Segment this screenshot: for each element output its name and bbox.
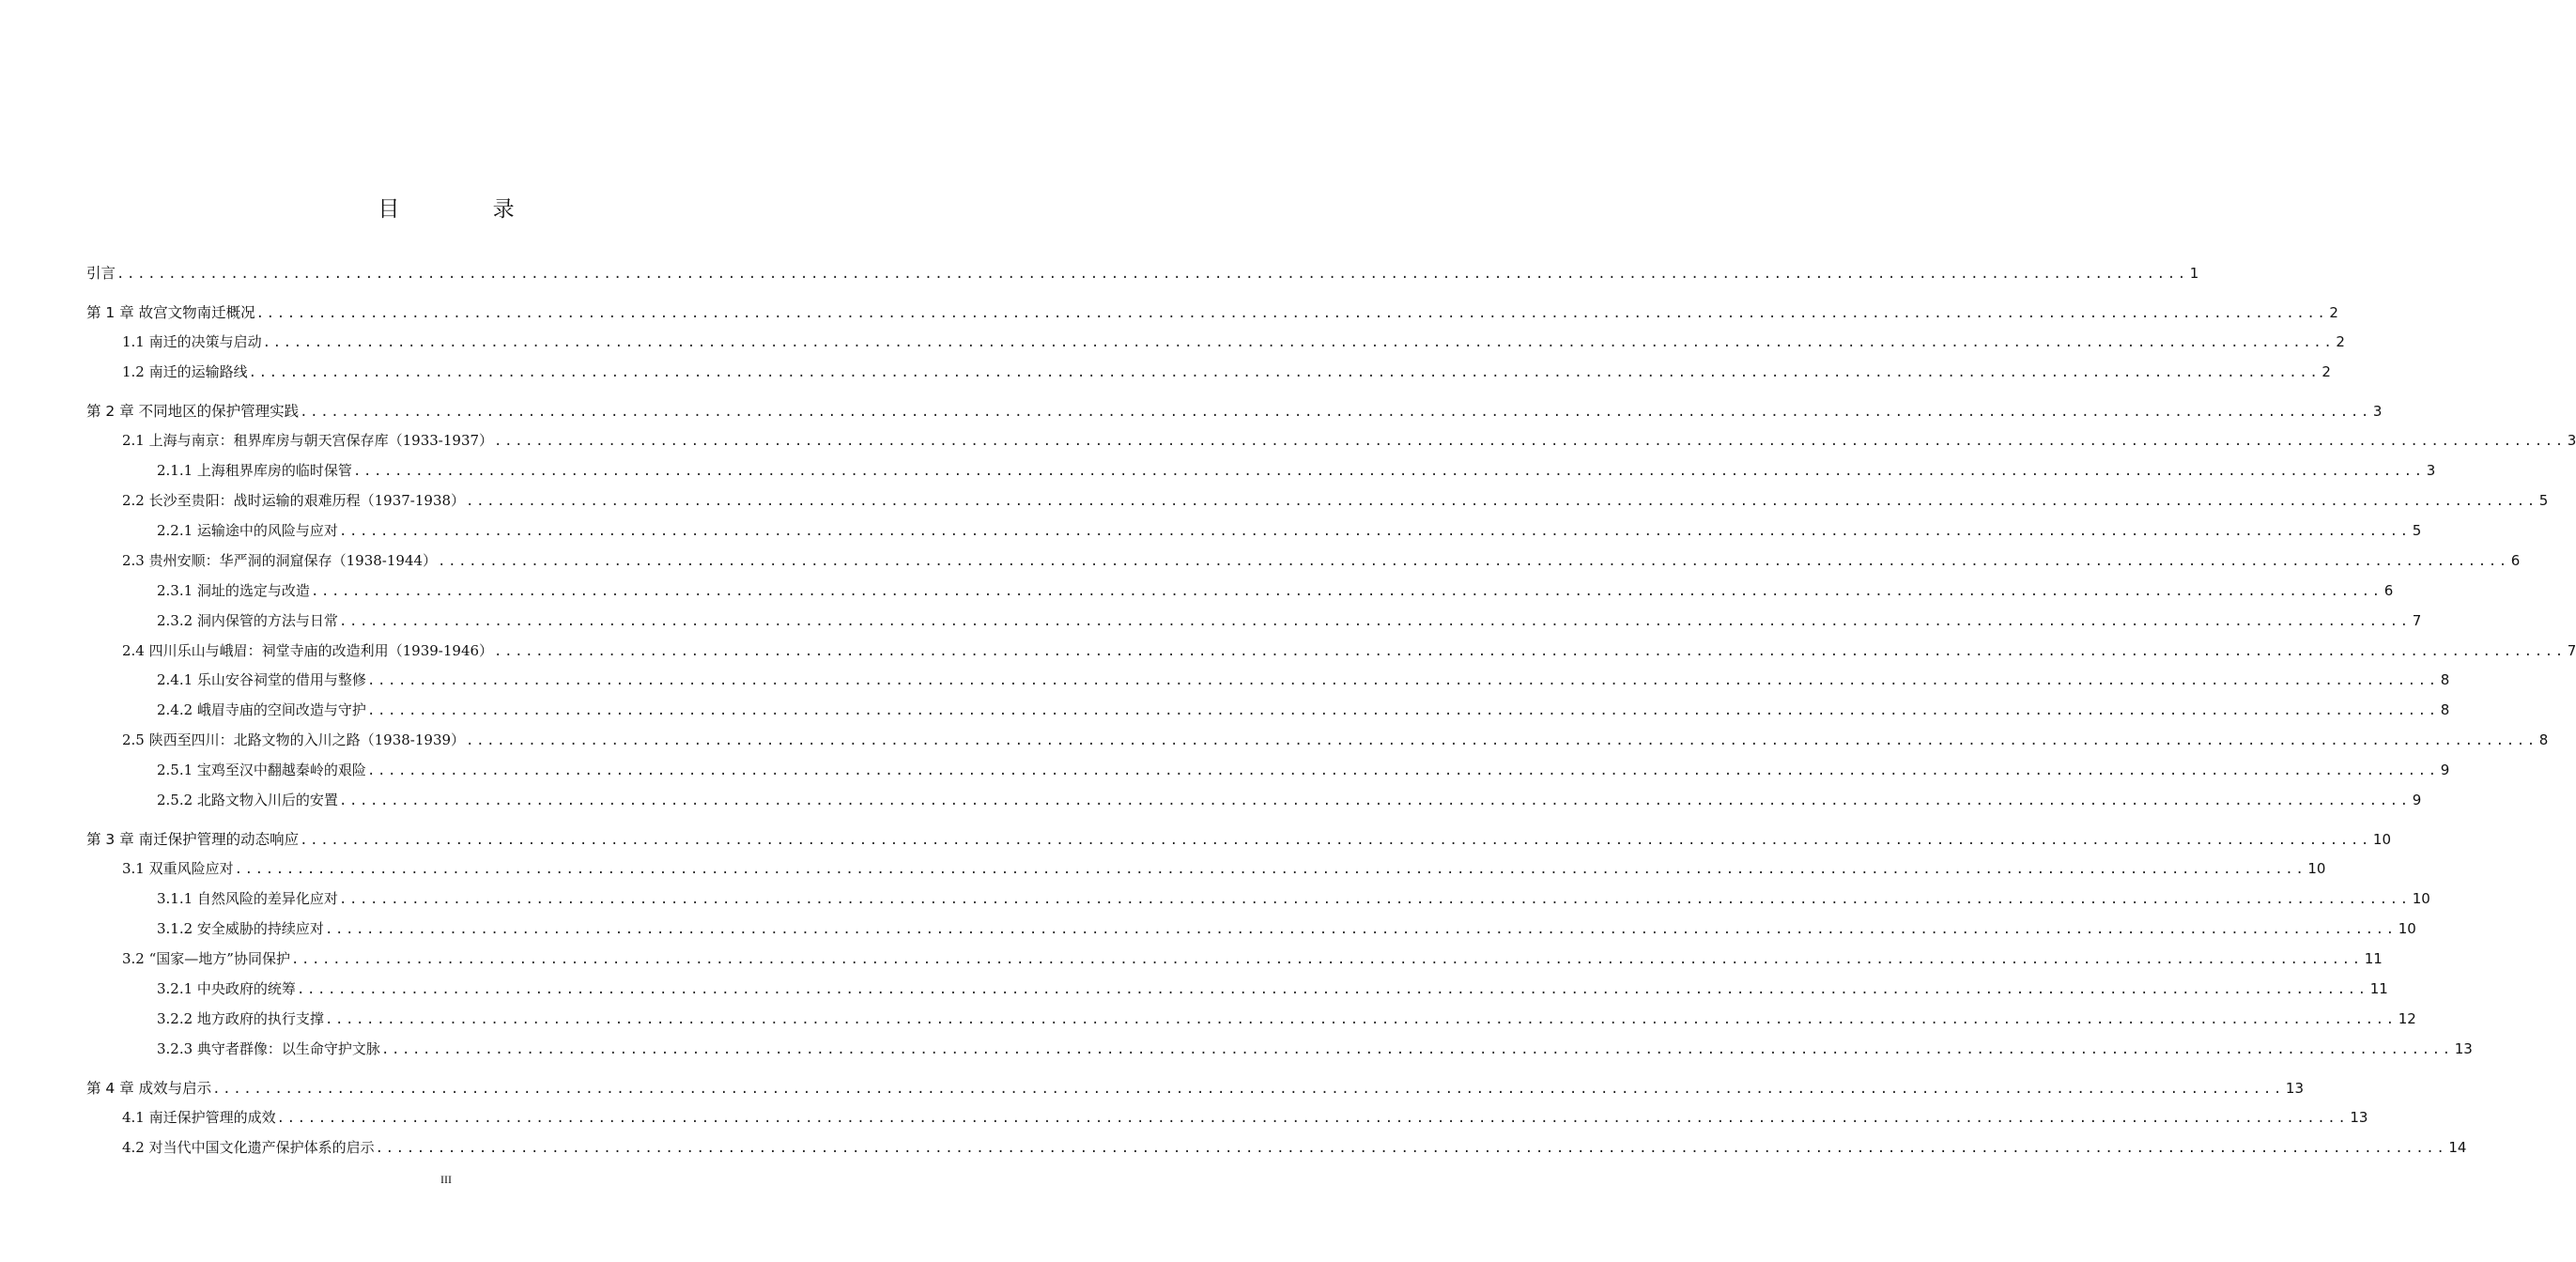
toc-entry-subsection[interactable] xyxy=(157,669,2450,690)
toc-entry-subsection[interactable] xyxy=(157,610,2422,631)
toc-entry-page-number: 6 xyxy=(2510,552,2521,569)
toc-entry-page-number: 10 xyxy=(2398,920,2416,937)
toc-dot-leader: ........................................................................................................................................................................................................ xyxy=(262,335,2335,350)
toc-dot-leader: ........................................................................................................................................................................................................ xyxy=(466,494,2537,509)
toc-dot-leader: ........................................................................................................................................................................................................ xyxy=(234,862,2306,877)
toc-entry-section[interactable] xyxy=(122,730,2549,750)
toc-entry-label: 3.2.2 地方政府的执行支撑 xyxy=(157,1010,324,1027)
toc-entry-label: 2.4.1 乐山安谷祠堂的借用与整修 xyxy=(157,671,366,688)
toc-entry-chapter[interactable] xyxy=(86,263,2199,284)
toc-entry-label: 3.2.1 中央政府的统筹 xyxy=(157,980,296,997)
toc-entry-label: 引言 xyxy=(86,265,116,282)
toc-entry-page-number: 9 xyxy=(2440,762,2450,778)
toc-dot-leader: ........................................................................................................................................................................................................ xyxy=(276,1111,2349,1126)
toc-entry-section[interactable] xyxy=(122,1137,2467,1158)
toc-dot-leader: ........................................................................................................................................................................................................ xyxy=(310,584,2383,599)
toc-dot-leader: ........................................................................................................................................................................................................ xyxy=(466,733,2537,748)
toc-entry-label: 2.5 陕西至四川：北路文物的入川之路（1938-1939） xyxy=(122,731,466,748)
toc-entry-label: 第 3 章 南迁保护管理的动态响应 xyxy=(86,831,300,848)
toc-entry-page-number: 3 xyxy=(2567,432,2576,449)
toc-entry-page-number: 13 xyxy=(2454,1040,2473,1057)
toc-entry-page-number: 5 xyxy=(2412,522,2422,539)
toc-entry-page-number: 2 xyxy=(2329,304,2338,321)
toc-dot-leader: ........................................................................................................................................................................................................ xyxy=(494,434,2566,449)
toc-entry-subsection[interactable] xyxy=(157,918,2416,939)
toc-entry-page-number: 13 xyxy=(2285,1080,2304,1097)
toc-entry-subsection[interactable] xyxy=(157,760,2450,780)
toc-entry-page-number: 11 xyxy=(2369,980,2388,997)
toc-entry-label: 2.1.1 上海租界库房的临时保管 xyxy=(157,462,352,479)
toc-entry-subsection[interactable] xyxy=(157,580,2394,601)
toc-entry-label: 4.2 对当代中国文化遗产保护体系的启示 xyxy=(122,1139,375,1156)
toc-entry-page-number: 2 xyxy=(2321,363,2331,380)
toc-entry-page-number: 7 xyxy=(2412,612,2422,629)
toc-dot-leader: ........................................................................................................................................................................................................ xyxy=(300,833,2371,848)
toc-entry-subsection[interactable] xyxy=(157,460,2436,481)
toc-dot-leader: ........................................................................................................................................................................................................ xyxy=(338,614,2411,629)
toc-dot-leader: ........................................................................................................................................................................................................ xyxy=(296,982,2368,997)
toc-dot-leader: ........................................................................................................................................................................................................ xyxy=(352,464,2425,479)
toc-entry-page-number: 10 xyxy=(2307,860,2326,877)
toc-entry-page-number: 13 xyxy=(2350,1109,2368,1126)
toc-entry-label: 2.2 长沙至贵阳：战时运输的艰难历程（1937-1938） xyxy=(122,492,466,509)
toc-entry-page-number: 11 xyxy=(2364,950,2383,967)
toc-entry-page-number: 8 xyxy=(2538,731,2549,748)
toc-dot-leader: ........................................................................................................................................................................................................ xyxy=(255,306,2328,321)
toc-entry-page-number: 2 xyxy=(2336,333,2345,350)
toc-entry-page-number: 1 xyxy=(2189,265,2199,282)
toc-entry-section[interactable] xyxy=(122,640,2576,661)
toc-dot-leader: ........................................................................................................................................................................................................ xyxy=(380,1042,2453,1057)
toc-entry-label: 3.1.2 安全威胁的持续应对 xyxy=(157,920,324,937)
toc-entry-chapter[interactable] xyxy=(86,302,2338,323)
toc-entry-subsection[interactable] xyxy=(157,888,2430,909)
toc-entry-label: 2.2.1 运输途中的风险与应对 xyxy=(157,522,338,539)
toc-entry-label: 2.5.2 北路文物入川后的安置 xyxy=(157,792,338,808)
toc-dot-leader: ........................................................................................................................................................................................................ xyxy=(375,1141,2447,1156)
toc-entry-section[interactable] xyxy=(122,948,2383,969)
toc-title: 目 录 xyxy=(378,197,558,222)
toc-dot-leader: ........................................................................................................................................................................................................ xyxy=(324,1012,2397,1027)
toc-entry-label: 第 1 章 故宫文物南迁概况 xyxy=(86,304,255,321)
toc-entry-page-number: 8 xyxy=(2440,671,2450,688)
toc-entry-section[interactable] xyxy=(122,858,2326,879)
toc-entry-label: 3.2 “国家—地方”协同保护 xyxy=(122,950,290,967)
toc-entry-label: 2.1 上海与南京：租界库房与朝天宫保存库（1933-1937） xyxy=(122,432,494,449)
toc-dot-leader: ........................................................................................................................................................................................................ xyxy=(324,922,2397,937)
toc-entry-page-number: 10 xyxy=(2372,831,2391,848)
toc-entry-section[interactable] xyxy=(122,430,2576,451)
toc-entry-section[interactable] xyxy=(122,1107,2368,1128)
toc-dot-leader: ........................................................................................................................................................................................................ xyxy=(212,1082,2284,1097)
toc-entry-subsection[interactable] xyxy=(157,1008,2416,1029)
toc-entry-label: 第 2 章 不同地区的保护管理实践 xyxy=(86,403,300,420)
toc-entry-label: 2.3.1 洞址的选定与改造 xyxy=(157,582,310,599)
toc-dot-leader: ........................................................................................................................................................................................................ xyxy=(116,267,2188,282)
toc-dot-leader: ........................................................................................................................................................................................................ xyxy=(338,524,2411,539)
toc-entry-section[interactable] xyxy=(122,490,2549,511)
toc-entry-label: 3.1.1 自然风险的差异化应对 xyxy=(157,890,338,907)
toc-entry-section[interactable] xyxy=(122,362,2331,382)
toc-entry-page-number: 6 xyxy=(2383,582,2394,599)
toc-entry-page-number: 5 xyxy=(2538,492,2549,509)
toc-dot-leader: ........................................................................................................................................................................................................ xyxy=(366,763,2439,778)
toc-dot-leader: ........................................................................................................................................................................................................ xyxy=(438,554,2509,569)
toc-entry-page-number: 12 xyxy=(2398,1010,2416,1027)
toc-entry-chapter[interactable] xyxy=(86,1078,2304,1099)
toc-entry-section[interactable] xyxy=(122,331,2345,352)
toc-entry-chapter[interactable] xyxy=(86,829,2391,850)
page-number-footer: III xyxy=(440,1173,452,1186)
toc-entry-page-number: 7 xyxy=(2567,642,2576,659)
toc-dot-leader: ........................................................................................................................................................................................................ xyxy=(366,703,2439,718)
toc-dot-leader: ........................................................................................................................................................................................................ xyxy=(300,405,2371,420)
toc-entry-chapter[interactable] xyxy=(86,401,2383,422)
toc-entry-label: 2.3.2 洞内保管的方法与日常 xyxy=(157,612,338,629)
toc-entry-subsection[interactable] xyxy=(157,700,2450,720)
toc-entry-label: 3.1 双重风险应对 xyxy=(122,860,234,877)
toc-entry-label: 2.3 贵州安顺：华严洞的洞窟保存（1938-1944） xyxy=(122,552,438,569)
toc-entry-subsection[interactable] xyxy=(157,978,2388,999)
toc-entry-page-number: 9 xyxy=(2412,792,2422,808)
toc-entry-page-number: 3 xyxy=(2426,462,2436,479)
toc-entry-label: 4.1 南迁保护管理的成效 xyxy=(122,1109,276,1126)
toc-entry-page-number: 10 xyxy=(2412,890,2430,907)
toc-entry-label: 第 4 章 成效与启示 xyxy=(86,1080,212,1097)
toc-entry-label: 2.4 四川乐山与峨眉：祠堂寺庙的改造利用（1939-1946） xyxy=(122,642,494,659)
toc-entry-page-number: 8 xyxy=(2440,701,2450,718)
toc-entry-page-number: 3 xyxy=(2372,403,2383,420)
toc-entry-label: 2.4.2 峨眉寺庙的空间改造与守护 xyxy=(157,701,366,718)
toc-entry-subsection[interactable] xyxy=(157,790,2422,810)
toc-dot-leader: ........................................................................................................................................................................................................ xyxy=(290,952,2363,967)
toc-dot-leader: ........................................................................................................................................................................................................ xyxy=(338,892,2411,907)
toc-entry-label: 3.2.3 典守者群像：以生命守护文脉 xyxy=(157,1040,380,1057)
toc-dot-leader: ........................................................................................................................................................................................................ xyxy=(494,644,2566,659)
toc-entry-label: 1.2 南迁的运输路线 xyxy=(122,363,248,380)
toc-entry-subsection[interactable] xyxy=(157,1039,2473,1059)
toc-entry-page-number: 14 xyxy=(2448,1139,2467,1156)
toc-dot-leader: ........................................................................................................................................................................................................ xyxy=(338,793,2411,808)
toc-entry-section[interactable] xyxy=(122,550,2521,571)
toc-entry-label: 1.1 南迁的决策与启动 xyxy=(122,333,262,350)
toc-entry-subsection[interactable] xyxy=(157,520,2422,541)
toc-dot-leader: ........................................................................................................................................................................................................ xyxy=(366,673,2439,688)
toc-entry-label: 2.5.1 宝鸡至汉中翻越秦岭的艰险 xyxy=(157,762,366,778)
toc-dot-leader: ........................................................................................................................................................................................................ xyxy=(248,365,2321,380)
